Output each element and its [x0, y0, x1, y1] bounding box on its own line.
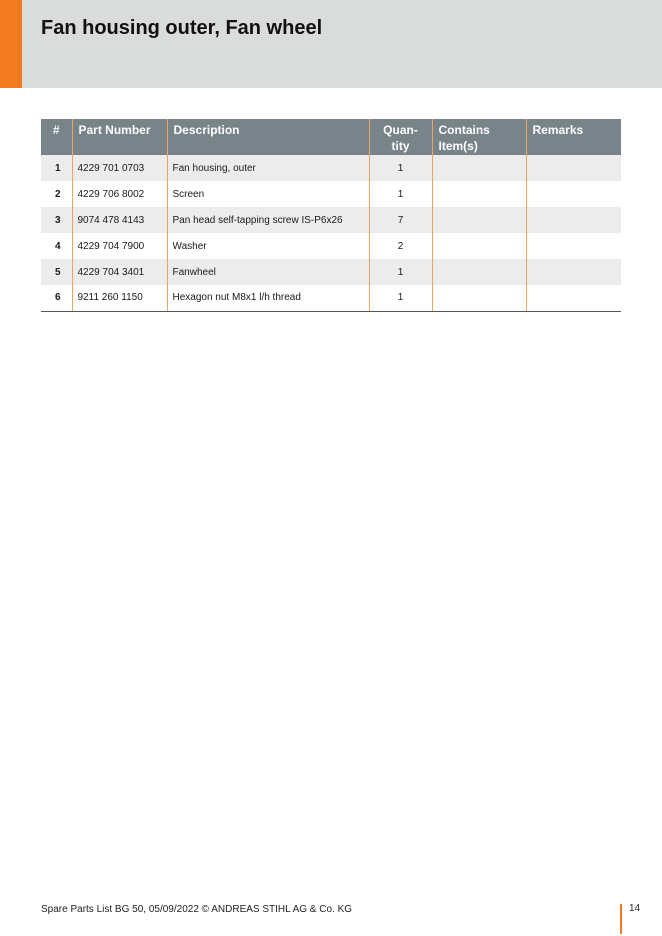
parts-table	[41, 119, 621, 312]
part-number: 4229 704 7900	[72, 233, 167, 259]
part-contains	[432, 259, 526, 285]
row-number: 3	[41, 207, 72, 233]
column-header-number: #	[41, 119, 72, 155]
part-contains	[432, 181, 526, 207]
column-header-remarks: Remarks	[526, 119, 621, 155]
row-number: 2	[41, 181, 72, 207]
page-number: 14	[629, 903, 641, 914]
column-header-contains-line1: Contains	[438, 123, 490, 137]
part-description: Washer	[167, 233, 369, 259]
table-row	[41, 233, 621, 259]
part-quantity: 1	[369, 259, 432, 285]
column-header-contains-line2: Item(s)	[438, 139, 478, 153]
part-contains	[432, 285, 526, 311]
part-remarks	[526, 233, 621, 259]
part-description: Fan housing, outer	[167, 155, 369, 181]
part-number: 9211 260 1150	[72, 285, 167, 311]
row-number: 6	[41, 285, 72, 311]
part-number: 4229 701 0703	[72, 155, 167, 181]
part-quantity: 1	[369, 285, 432, 311]
part-remarks	[526, 155, 621, 181]
column-header-quantity-line2: tity	[391, 139, 410, 153]
part-contains	[432, 233, 526, 259]
table-row	[41, 155, 621, 181]
header-band	[0, 0, 662, 88]
header-accent-bar	[0, 0, 22, 88]
column-header-quantity	[369, 119, 432, 155]
part-quantity: 2	[369, 233, 432, 259]
table-header-row	[41, 119, 621, 155]
part-description: Screen	[167, 181, 369, 207]
table-row	[41, 285, 621, 311]
part-remarks	[526, 207, 621, 233]
part-description: Pan head self-tapping screw IS-P6x26	[167, 207, 369, 233]
part-quantity: 7	[369, 207, 432, 233]
column-header-description: Description	[167, 119, 369, 155]
part-remarks	[526, 259, 621, 285]
row-number: 1	[41, 155, 72, 181]
column-header-part-number: Part Number	[72, 119, 167, 155]
footer-accent-bar	[620, 904, 622, 934]
row-number: 5	[41, 259, 72, 285]
part-contains	[432, 155, 526, 181]
column-header-contains	[432, 119, 526, 155]
part-description: Fanwheel	[167, 259, 369, 285]
table-row	[41, 207, 621, 233]
part-remarks	[526, 285, 621, 311]
part-number: 4229 704 3401	[72, 259, 167, 285]
part-quantity: 1	[369, 155, 432, 181]
footer-copyright: Spare Parts List BG 50, 05/09/2022 © ANDREAS STIHL AG & Co. KG	[41, 904, 353, 915]
part-remarks	[526, 181, 621, 207]
part-quantity: 1	[369, 181, 432, 207]
part-contains	[432, 207, 526, 233]
part-number: 4229 706 8002	[72, 181, 167, 207]
table-row	[41, 181, 621, 207]
page-title: Fan housing outer, Fan wheel	[41, 17, 323, 39]
part-description: Hexagon nut M8x1 l/h thread	[167, 285, 369, 311]
row-number: 4	[41, 233, 72, 259]
part-number: 9074 478 4143	[72, 207, 167, 233]
table-row	[41, 259, 621, 285]
column-header-quantity-line1: Quan-	[383, 123, 418, 137]
